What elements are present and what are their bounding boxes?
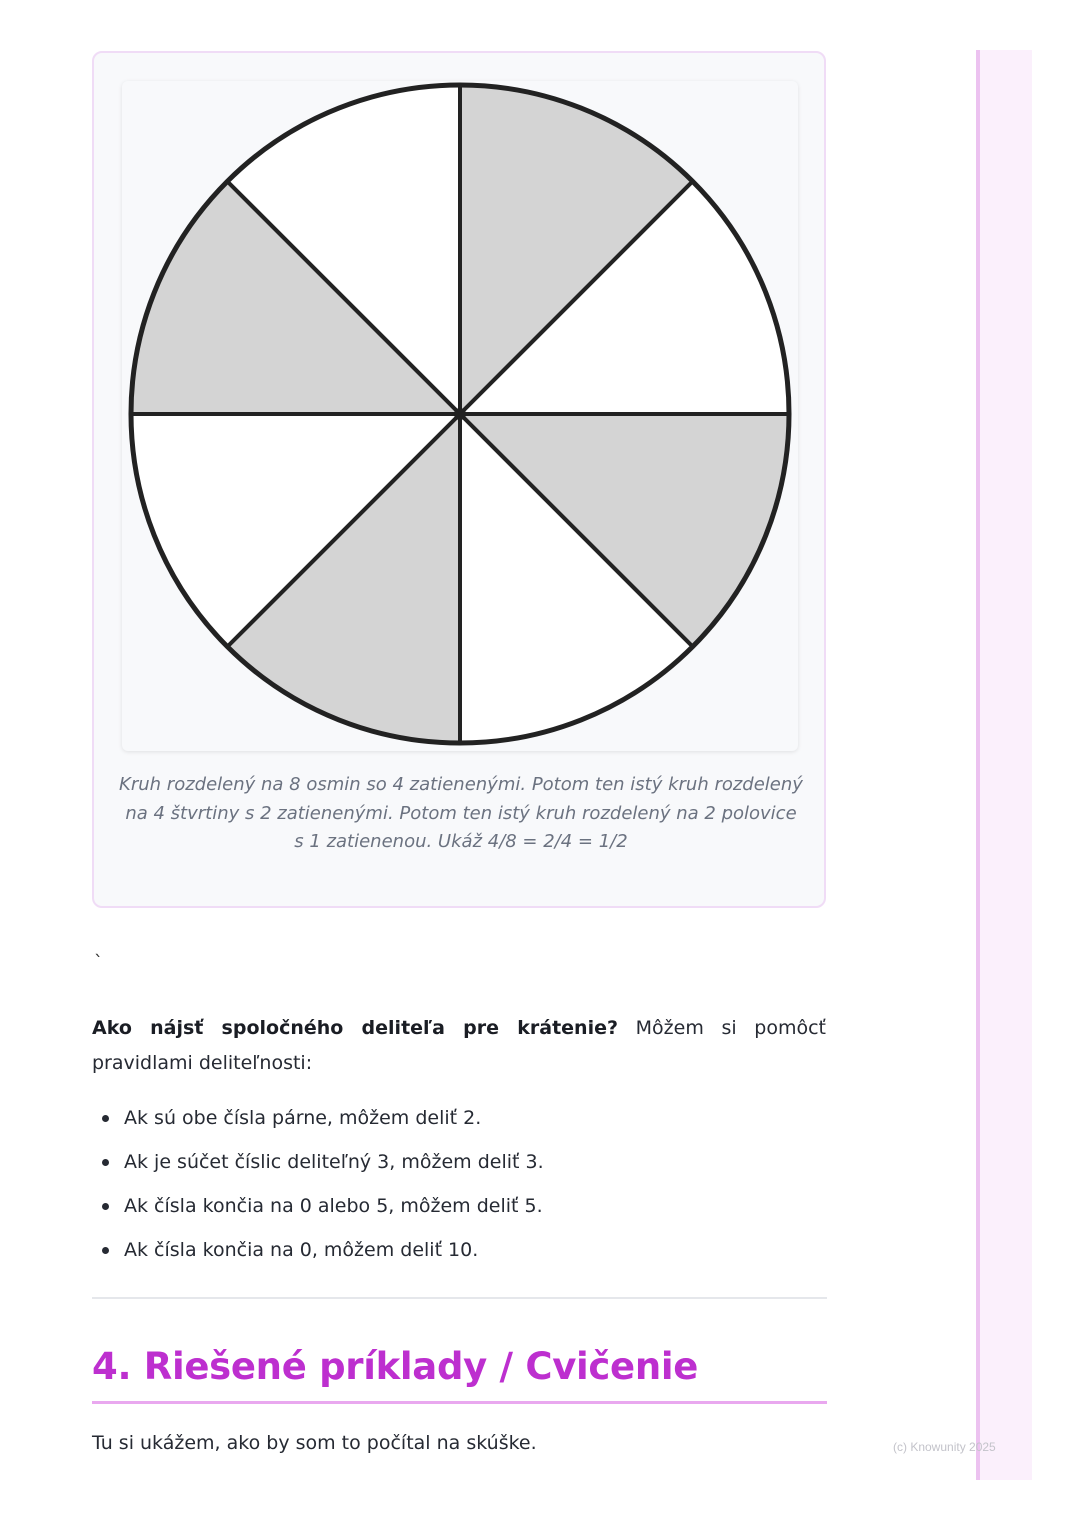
right-sidebar-strip [976,50,1032,1480]
divisor-question: Ako nájsť spoločného deliteľa pre krátenie? [92,1017,618,1039]
circle-fraction-diagram [122,81,798,751]
section-divider [92,1297,827,1299]
heading-underline [92,1401,827,1404]
list-item: Ak sú obe čísla párne, môžem deliť 2. [92,1100,826,1144]
divisor-question-rest: Môžem si pomôcť pravidlami deliteľnosti: [92,1017,826,1074]
list-item: Ak je súčet číslic deliteľný 3, môžem deliť 3. [92,1144,826,1188]
watermark: (c) Knowunity 2025 [893,1440,996,1454]
figure-caption: Kruh rozdelený na 8 osmin so 4 zatienenými. Potom ten istý kruh rozdelený na 4 štvrtiny s 2 zatienenými. Potom ten istý kruh rozdelený na 2 polovice s 1 zatienenou. Ukáž 4/8 = 2/4 = 1/2 [119,774,803,852]
center-dot [454,408,466,420]
divisibility-rules-list [92,1100,826,1276]
circle-svg [122,81,798,751]
divisor-question-paragraph [92,1011,826,1081]
list-item: Ak čísla končia na 0 alebo 5, môžem deliť 5. [92,1188,826,1232]
stray-backtick: ` [94,952,103,973]
list-item: Ak čísla končia na 0, môžem deliť 10. [92,1232,826,1276]
section-heading: 4. Riešené príklady / Cvičenie [92,1345,699,1388]
section-intro: Tu si ukážem, ako by som to počítal na skúške. [92,1432,537,1454]
figure-card [92,51,826,908]
